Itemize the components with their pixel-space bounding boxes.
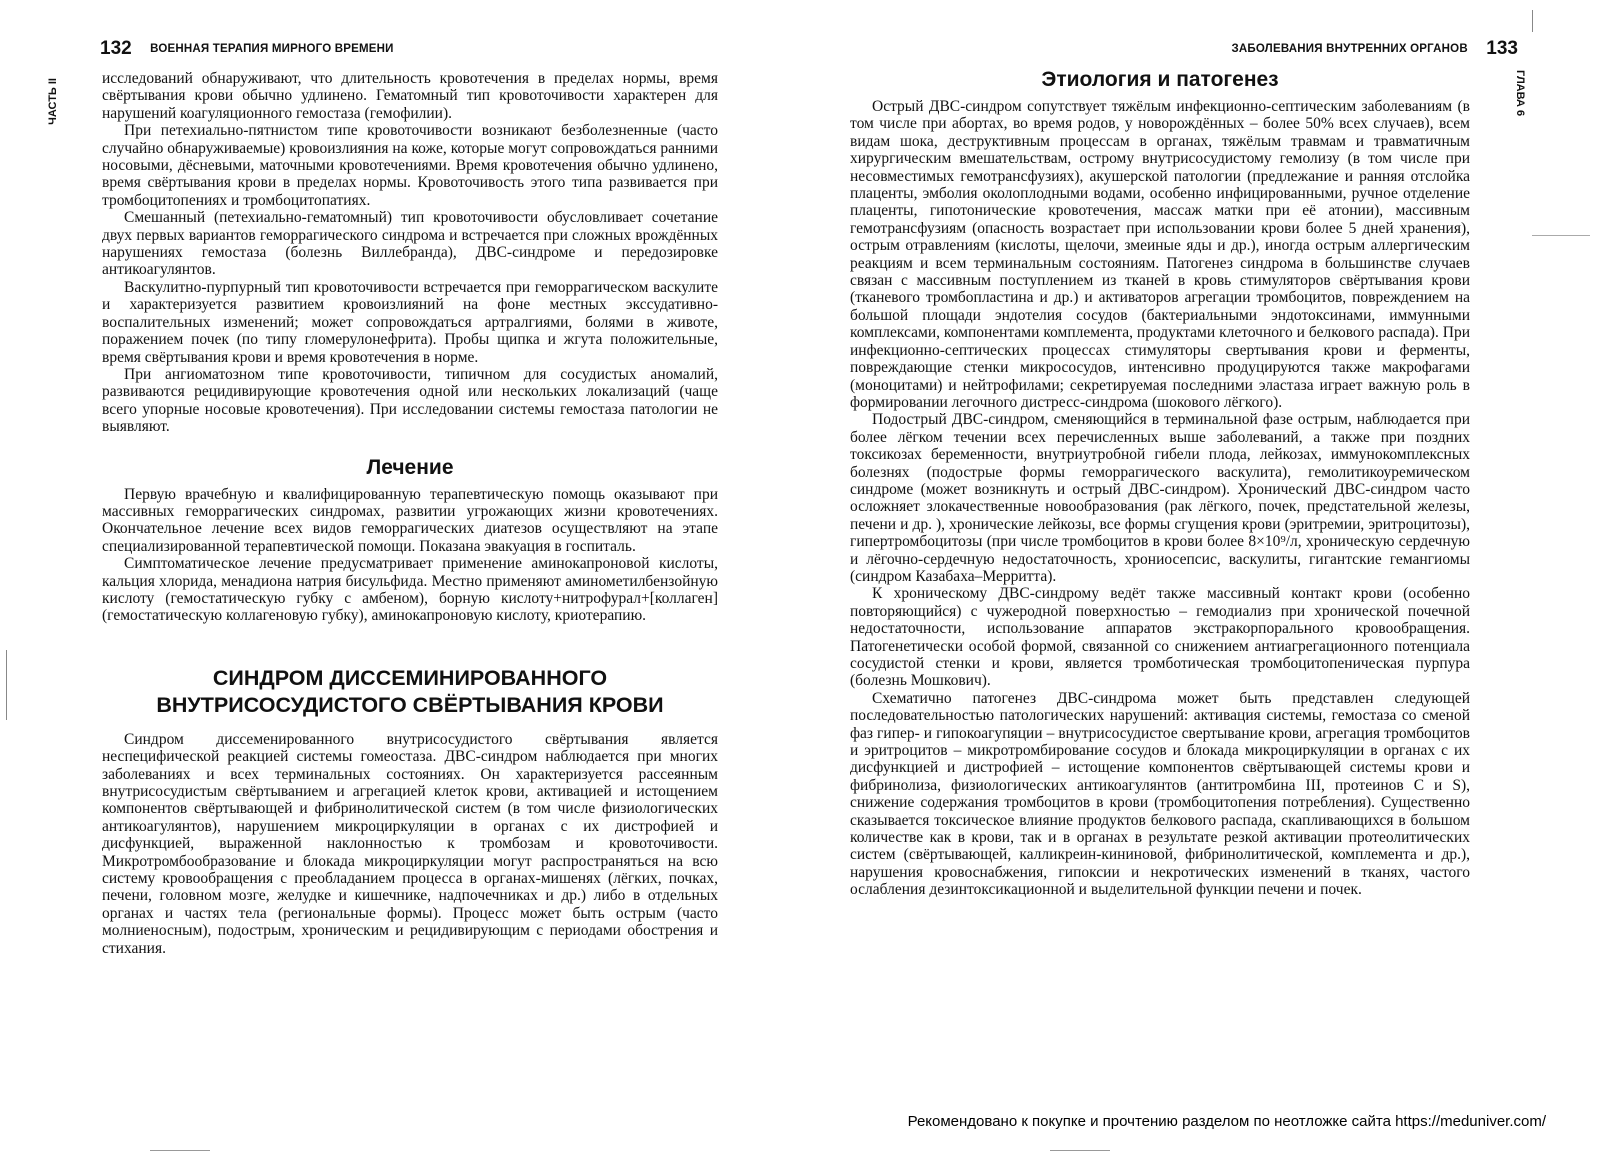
paragraph: Схематично патогенез ДВС-синдрома может быть представлен следующей последовательностью патологических нарушений: активация системы, гемостаза со сменой фаз гипер- и гипокоагупяции – внутрисосудистое свертывание крови, агрегация тромбоцитов и эритроцитов – микротромбирование сосудов и блокада микроциркуляции в органах с их дисфункцией и дистрофией – истощение компонентов свёртывающей системы крови и фибринолиза, физиологических антикоагулянтов (антитромбина III, протеинов C и S), снижение содержания тромбоцитов в крови (тромбоцитопения потребления). Существенно сказывается токсическое влияние продуктов белкового распада, скапливающихся в большом количестве как в крови, так и в органах в результате резкой активации протеолитических систем (свёртывающей, калликреин-кининовой, фибринолитической, комплемента и др.), нарушения кровоснабжения, гипоксии и некротических изменений в тканях, частого ослабления дезинтоксикационной и выделительной функции печени и почек. (850, 689, 1470, 899)
right-running-head (1231, 38, 1518, 60)
paragraph: Васкулитно-пурпурный тип кровоточивости встречается при геморрагическом васкулите и характеризуется развитием кровоизлияний на фоне местных экссудативно-воспалительных изменений; может сопровождаться артралгиями, болями в животе, поражением почек (по типу гломерулонефрита). Пробы щипка и жгута положительные, время свёртывания крови и время кровотечения в норме. (102, 278, 718, 366)
scan-mark (150, 1150, 210, 1151)
paragraph: исследований обнаруживают, что длительность кровотечения в пределах нормы, время свёртывания крови обычно удлинено. Гематомный тип кровоточивости характерен для нарушений коагуляционного гемостаза (гемофилии). (102, 70, 718, 122)
paragraph: Смешанный (петехиально-гематомный) тип кровоточивости обусловливает сочетание двух первых вариантов геморрагического синдрома и встречается при сложных врождённых нарушениях гемостаза (болезнь Виллебранда), ДВС-синдроме и передозировке антикоагулянтов. (102, 209, 718, 279)
paragraph: Первую врачебную и квалифицированную терапевтическую помощь оказывают при массивных геморрагических синдромах, развитии угрожающих жизни кровотечениях. Окончательное лечение всех видов геморрагических диатезов осуществляют на этапе специализированной терапевтической помощи. Показана эвакуация в госпиталь. (102, 485, 718, 555)
scan-mark (1050, 1150, 1110, 1151)
scan-mark (6, 650, 7, 720)
right-side-tab: ГЛАВА 6 (1514, 70, 1526, 117)
left-running-title: ВОЕННАЯ ТЕРАПИЯ МИРНОГО ВРЕМЕНИ (150, 43, 394, 55)
treatment-heading: Лечение (366, 455, 454, 479)
left-text-column (102, 70, 718, 957)
paragraph: При ангиоматозном типе кровоточивости, типичном для сосудистых аномалий, развиваются рецидивирующие кровотечения одной или нескольких локализаций (чаще всего упорные носовые кровотечения). При исследовании системы гемостаза патологии не выявляют. (102, 365, 718, 436)
paragraph: Синдром диссеменированного внутрисосудистого свёртывания является неспецифической реакцией системы гомеостаза. ДВС-синдром наблюдается при многих заболеваниях и всех терминальных состояниях. Он характеризуется рассеянным внутрисосудистым свёртыванием и агрегацией клеток крови, активацией и истощением компонентов свёртывающей и фибринолитической систем (в том числе физиологических антикоагулянтов), нарушением микроциркуляции в органах с их дистрофией и дисфункцией, выраженной наклонностью к тромбозам и кровоточивости. Микротромбообразование и блокада микроциркуляции могут распространяться на всю систему кровообращения с преобладанием процесса в органах-мишенях (лёгких, почках, печени, головном мозге, желудке и кишечнике, надпочечниках и др.) либо в отдельных органах и частях тела (региональные формы). Процесс может быть острым (часто молниеносным), подострым, хроническим и рецидивирующим с периодами обострения и стихания. (102, 730, 718, 957)
left-side-tab: ЧАСТЬ II (47, 78, 59, 125)
right-running-title: ЗАБОЛЕВАНИЯ ВНУТРЕННИХ ОРГАНОВ (1231, 43, 1468, 55)
paragraph: Подострый ДВС-синдром, сменяющийся в терминальной фазе острым, наблюдается при более лёгком течении всех перечисленных выше заболеваний, а также при поздних токсикозах беременности, внутриутробной гибели плода, лейкозах, иммунокомплексных болезнях (подострые формы геморрагического васкулита), гемолитикоуремическом синдроме (может возникнуть и острый ДВС-синдром). Хронический ДВС-синдром часто осложняет злокачественные новообразования (рак лёгкого, почек, предстательной железы, печени и др. ), хронические лейкозы, все формы сгущения крови (эритремии, эритроцитозы), гипертромбоцитозы (при числе тромбоцитов в крови более 8×10⁹/л, хроническую сердечную и лёгочно-сердечную недостаточность, хрониосепсис, васкулиты, гигантские гемангиомы (синдром Казабаха–Мерритта). (850, 411, 1470, 585)
etiology-heading: Этиология и патогенез (1041, 68, 1279, 91)
left-running-head (100, 38, 394, 60)
right-page (800, 0, 1600, 1156)
paragraph: Симптоматическое лечение предусматривает применение аминокапроновой кислоты, кальция хлорида, менадиона натрия бисульфида. Местно применяют аминометилбензойную кислоту (гемостатическую губку с амбеном), борную кислоту+нитрофурал+[коллаген] (гемостатическую коллагеновую губку), аминокапроновую кислоту, криотерапию. (102, 555, 718, 625)
paragraph: Острый ДВС-синдром сопутствует тяжёлым инфекционно-септическим заболеваниям (в том числе при абортах, во время родов, у новорождённых – более 50% всех случаев), всем видам шока, деструктивным процессам в органах, тяжёлым травмам и травматичным хирургическим вмешательствам, острому внутрисосудистому гемолизу (в том числе при несовместимых гемотрансфузиях), акушерской патологии (предлежание и ранняя отслойка плаценты, эмболия околоплодными водами, особенно инфицированными, ручное отделение плаценты, гипотонические кровотечения, массаж матки при её атонии), массивным гемотрансфузиям (опасность возрастает при использовании крови более 5 дней хранения), острым отравлениям (кислоты, щелочи, змеиные яды и др.), иногда острым аллергическим реакциям и всем терминальным состояниям. Патогенез синдрома в большинстве случаев связан с массивным поступлением из тканей в кровь стимуляторов свёртывания крови (тканевого тромбопластина и др.) и активаторов агрегации тромбоцитов, повреждением на большой площади эндотелия сосудов (бактериальными эндотоксинами, иммунными комплексами, компонентами комплемента, продуктами клеточного и белкового распада). При инфекционно-септических процессах стимуляторы свертывания крови и ферменты, повреждающие стенки микрососудов, интенсивно продуцируются также макрофагами (моноцитами) и нейтрофилами; секретируемая последними эластаза играет важную роль в формировании легочного дистресс-синдрома (шокового лёгкого). (850, 98, 1470, 411)
dic-section-heading: СИНДРОМ ДИССЕМИНИРОВАННОГО ВНУТРИСОСУДИСТОГО СВЁРТЫВАНИЯ КРОВИ (156, 665, 664, 717)
paragraph: К хроническому ДВС-синдрому ведёт также массивный контакт крови (особенно повторяющийся) с чужеродной поверхностью – гемодиализ при хронической почечной недостаточности, использование аппаратов экстракорпорального кровообращения. Патогенетически особой формой, связанной со снижением антиагрегационного потенциала сосудистой стенки и крови, является тромботическая тромбоцитопеническая пурпура (болезнь Мошкович). (850, 585, 1470, 690)
left-page-number: 132 (100, 38, 132, 59)
paragraph: При петехиально-пятнистом типе кровоточивости возникают безболезненные (часто случайно обнаруживаемые) кровоизлияния на коже, которые могут сопровождаться ранними носовыми, дёсневыми, маточными кровотечениями. Время кровотечения обычно удлинено, время свёртывания крови в пределах нормы. Кровоточивость этого типа развивается при тромбоцитопениях и тромбоцитопатиях. (102, 122, 718, 209)
right-text-column (850, 68, 1470, 899)
right-page-number: 133 (1486, 38, 1518, 59)
footer-note: Рекомендовано к покупке и прочтению разделом по неотложке сайта https://meduniver.com/ (907, 1113, 1546, 1130)
scan-mark (1532, 235, 1590, 236)
scan-mark (1532, 10, 1533, 32)
